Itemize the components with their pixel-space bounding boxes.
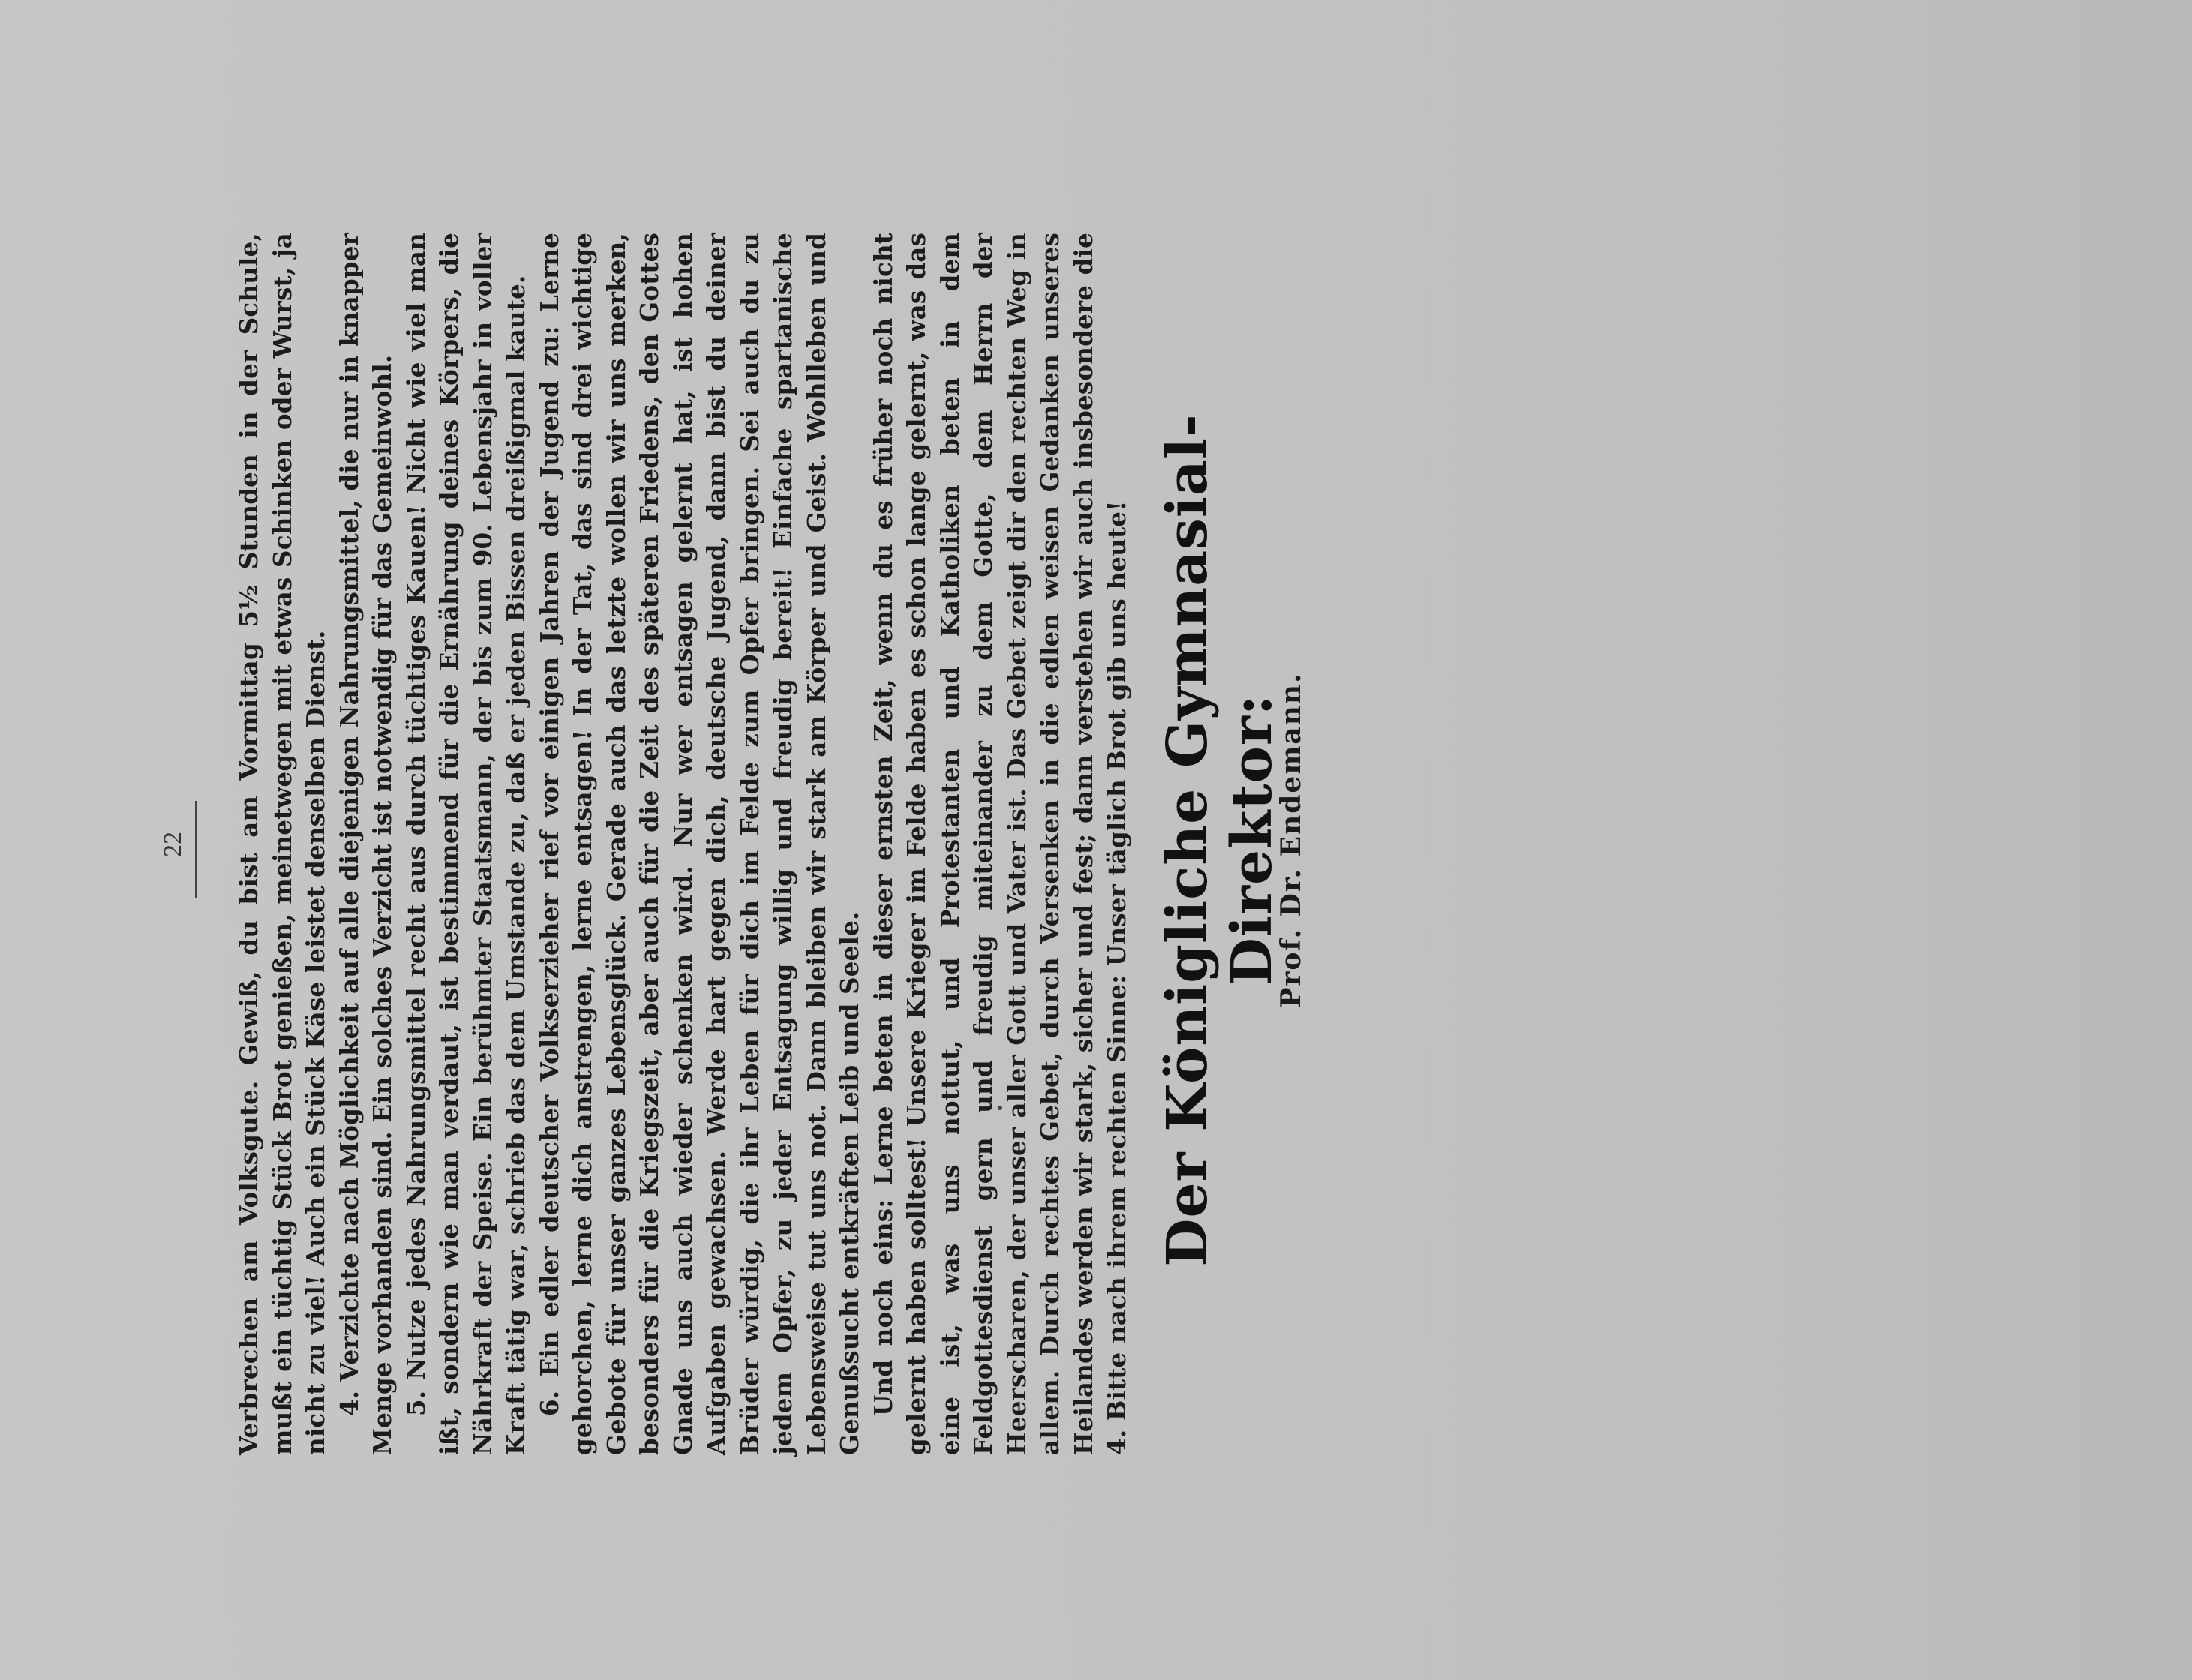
signature-author: Prof. Dr. Endemann. — [1275, 672, 1307, 1008]
body-text — [233, 232, 1134, 1455]
paragraph: Verbrechen am Volksgute. Gewiß, du bist am Vormittag 5½ Stunden in der Schule, mußt ein tüchtig Stück Brot genießen, meinetwegen mit etwas Schinken oder Wurst, ja nicht zu viel! Auch ein Stück Käse leistet denselben Dienst. — [234, 232, 330, 1455]
signature-heading: Der Königliche Gymnasial-Direktor: — [1155, 413, 1284, 1267]
paragraph: 6. Ein edler deutscher Volkserzieher rief vor einigen Jahren der Jugend zu: Lerne gehorchen, lerne dich anstrengen, lerne entsagen! In der Tat, das sind drei wichtige Gebote für unser ganzes Lebensglück. Gerade auch das letzte wollen wir uns merken, besonders für die Kriegszeit, aber auch für die Zeit des späteren Friedens, den Gottes Gnade uns auch wieder schenken wird. Nur wer entsagen gelernt hat, ist hohen Aufgaben gewachsen. Werde hart gegen dich, deutsche Jugend, dann bist du deiner Brüder würdig, die ihr Leben für dich im Felde zum Opfer bringen. Sei auch du zu jedem Opfer, zu jeder Entsagung willig und freudig bereit! Einfache spartanische Lebensweise tut uns not. Dann bleiben wir stark am Körper und Geist. Wohlleben und Genußsucht entkräften Leib und Seele. — [534, 232, 864, 1455]
paragraph: 5. Nutze jedes Nahrungsmittel recht aus durch tüchtiges Kauen! Nicht wie viel man ißt, sondern wie man verdaut, ist bestimmend für die Ernährung deines Körpers, die Nährkraft der Speise. Ein berühmter Staatsmann, der bis zum 90. Lebensjahr in voller Kraft tätig war, schrieb das dem Umstande zu, daß er jeden Bissen dreißigmal kaute. — [401, 232, 530, 1455]
ink-speck — [998, 1106, 1002, 1110]
page-number: 22 — [159, 832, 187, 857]
paragraph: Und noch eins: Lerne beten in dieser ernsten Zeit, wenn du es früher noch nicht gelernt haben solltest! Unsere Krieger im Felde haben es schon lange gelernt, was das eine ist, was uns nottut, und Protestanten und Katholiken beten in dem Feldgottesdienst gern und freudig miteinander zu dem Gotte, dem Herrn der Heerscharen, der unser aller Gott und Vater ist. Das Gebet zeigt dir den rechten Weg in allem. Durch rechtes Gebet, durch Versenken in die edlen weisen Gedanken unseres Heilandes werden wir stark, sicher und fest; dann verstehen wir auch insbesondere die 4. Bitte nach ihrem rechten Sinne: Unser täglich Brot gib uns heute! — [868, 232, 1131, 1455]
page-number-rule — [195, 801, 197, 898]
paragraph: 4. Verzichte nach Möglichkeit auf alle diejenigen Nahrungsmittel, die nur in knapper Menge vorhanden sind. Ein solches Verzicht ist notwendig für das Gemeinwohl. — [334, 232, 397, 1455]
